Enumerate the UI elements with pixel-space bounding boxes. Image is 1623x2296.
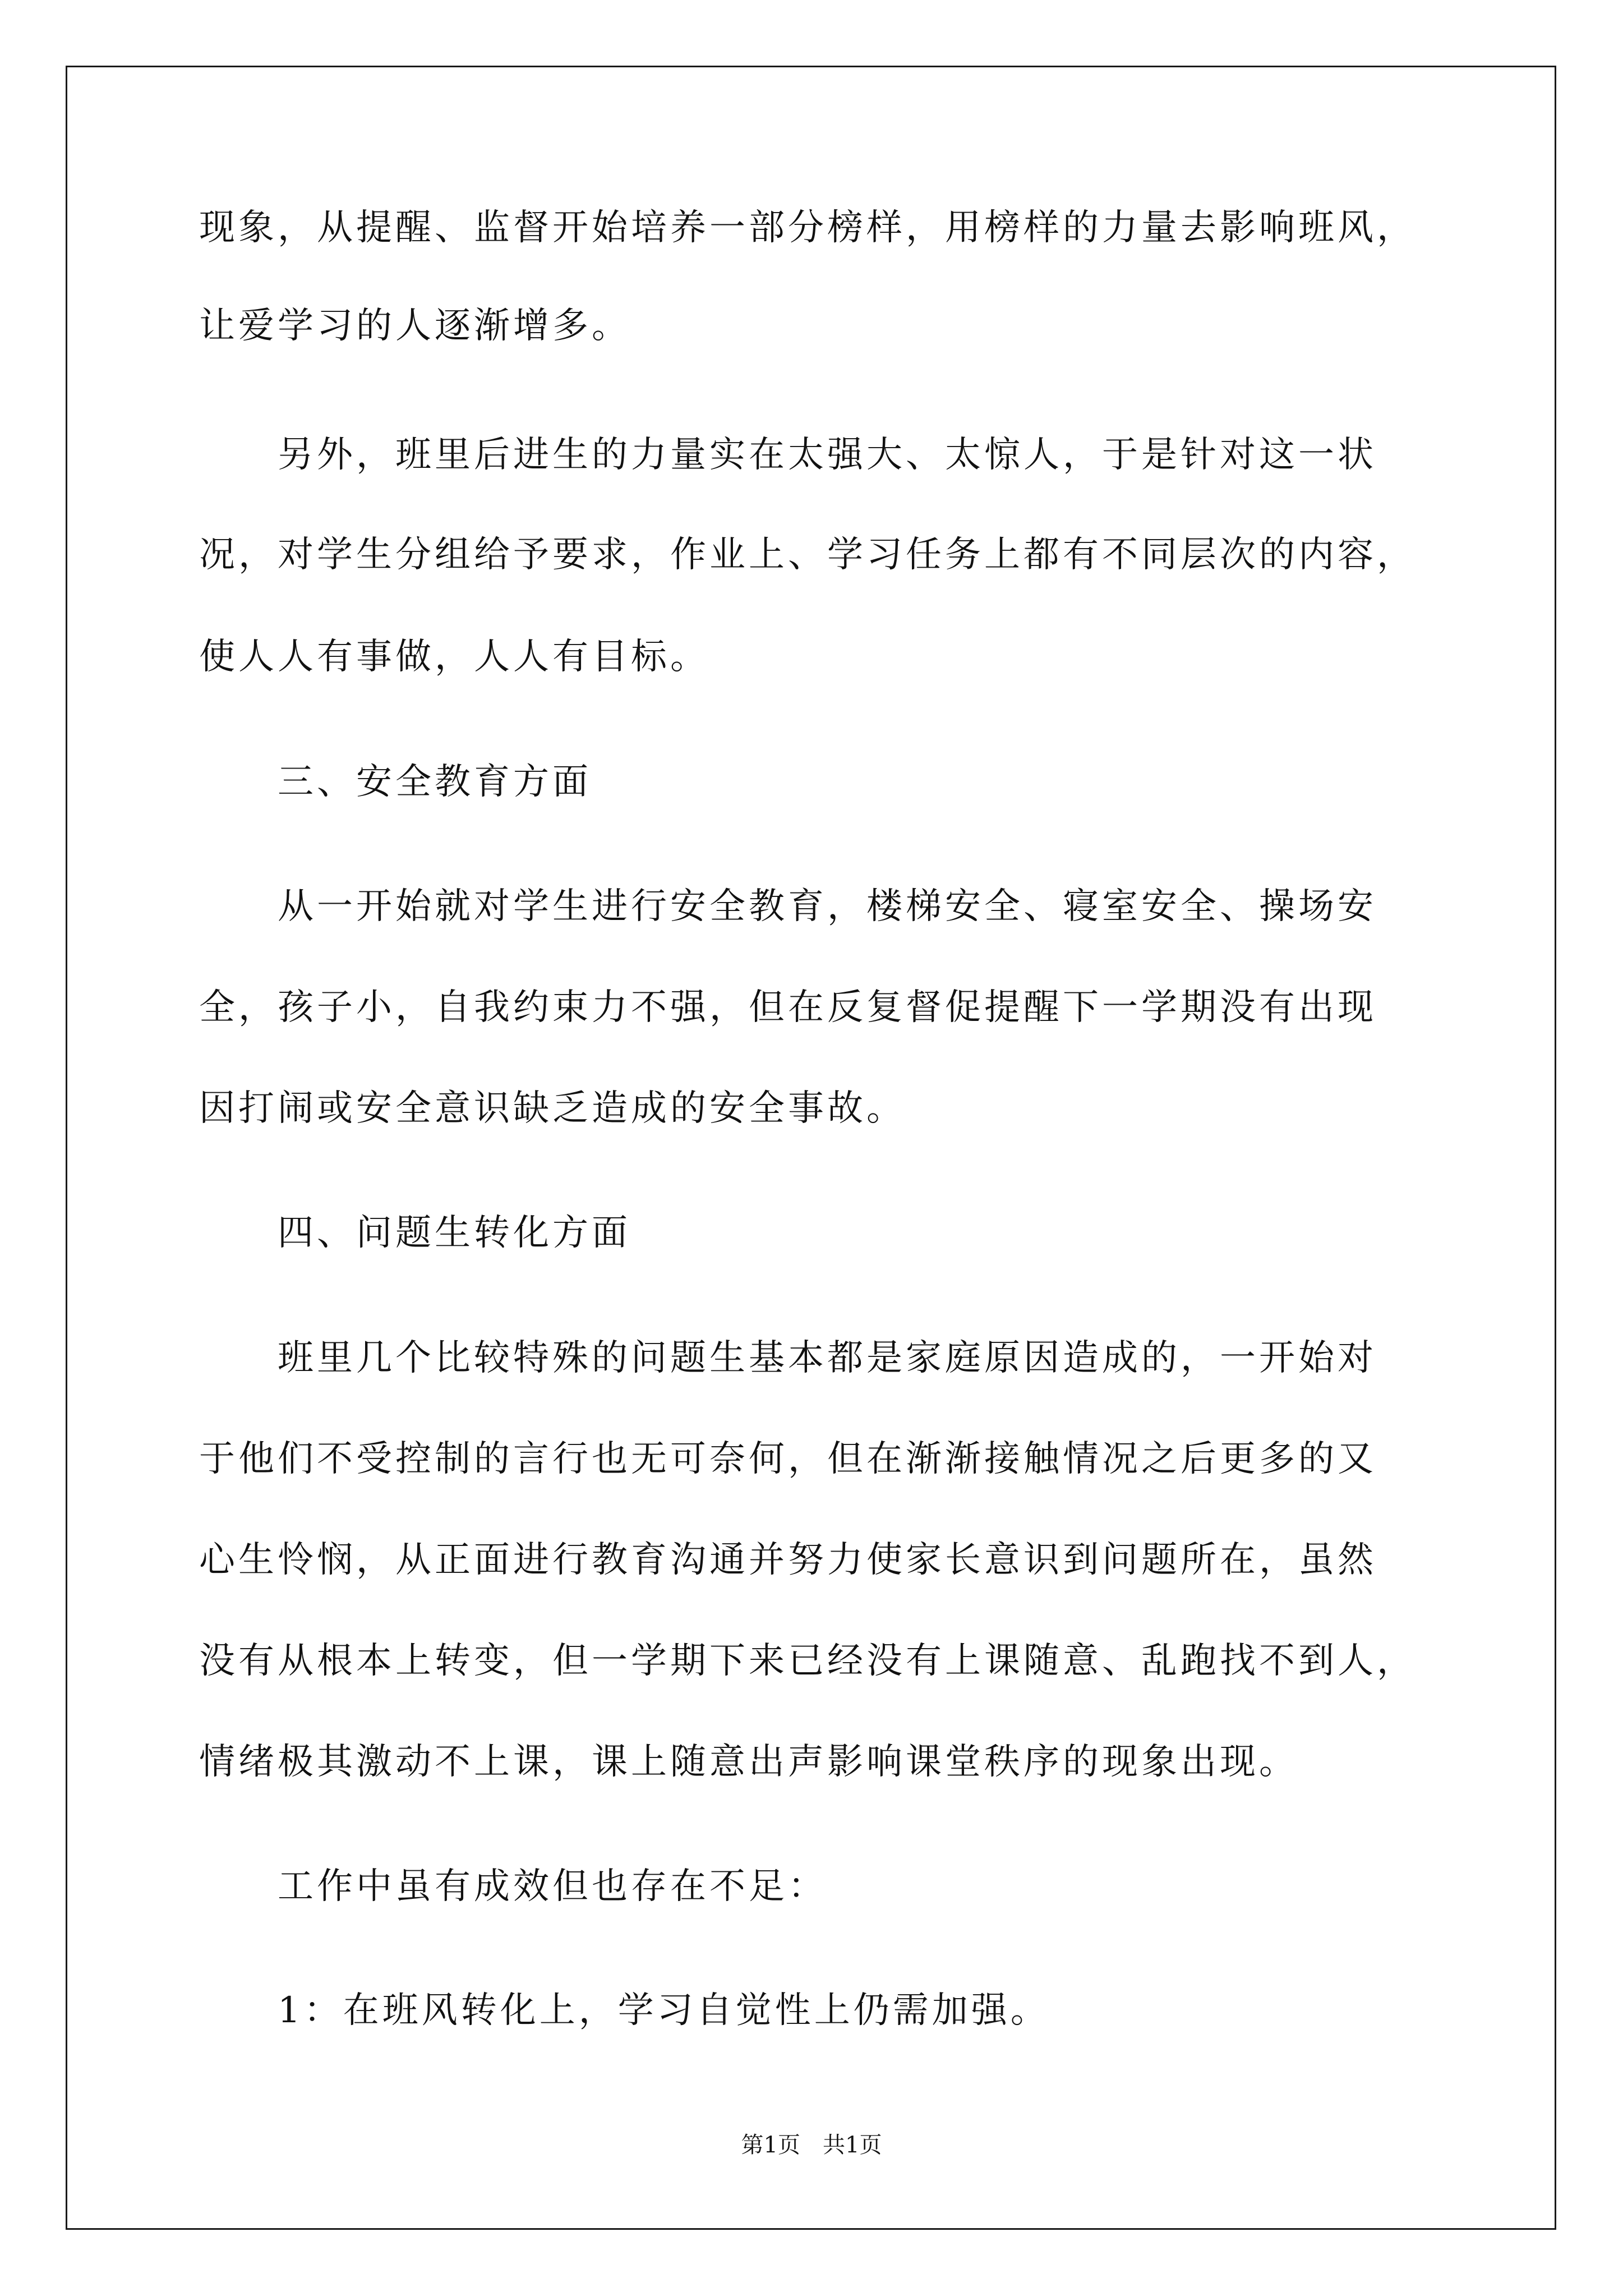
text-line: 工作中虽有成效但也存在不足： <box>199 1866 827 1907</box>
text-line: 另外，班里后进生的力量实在太强大、太惊人，于是针对这一状 <box>199 435 1377 475</box>
text-line: 没有从根本上转变，但一学期下来已经没有上课随意、乱跑找不到人， <box>199 1641 1416 1681</box>
text-line: 从一开始就对学生进行安全教育，楼梯安全、寝室安全、操场安 <box>199 886 1377 927</box>
section-heading: 三、安全教育方面 <box>199 762 592 802</box>
text-line: 全，孩子小，自我约束力不强，但在反复督促提醒下一学期没有出现 <box>199 987 1377 1028</box>
text-line: 使人人有事做，人人有目标。 <box>199 637 709 677</box>
text-line: 因打闹或安全意识缺乏造成的安全事故。 <box>199 1088 906 1129</box>
text-line: 现象，从提醒、监督开始培养一部分榜样，用榜样的力量去影响班风， <box>199 208 1416 248</box>
text-line: 班里几个比较特殊的问题生基本都是家庭原因造成的，一开始对 <box>199 1338 1377 1378</box>
text-line: 情绪极其激动不上课，课上随意出声影响课堂秩序的现象出现。 <box>199 1742 1298 1782</box>
page-number-footer: 第1页 共1页 <box>741 2132 882 2158</box>
text-line: 心生怜悯，从正面进行教育沟通并努力使家长意识到问题所在，虽然 <box>199 1540 1377 1580</box>
text-line: 于他们不受控制的言行也无可奈何，但在渐渐接触情况之后更多的又 <box>199 1439 1377 1479</box>
section-heading: 四、问题生转化方面 <box>199 1213 631 1253</box>
text-line: 1：在班风转化上，学习自觉性上仍需加强。 <box>199 1990 1050 2031</box>
text-line: 况，对学生分组给予要求，作业上、学习任务上都有不同层次的内容， <box>199 535 1416 575</box>
text-line: 让爱学习的人逐渐增多。 <box>199 306 631 346</box>
